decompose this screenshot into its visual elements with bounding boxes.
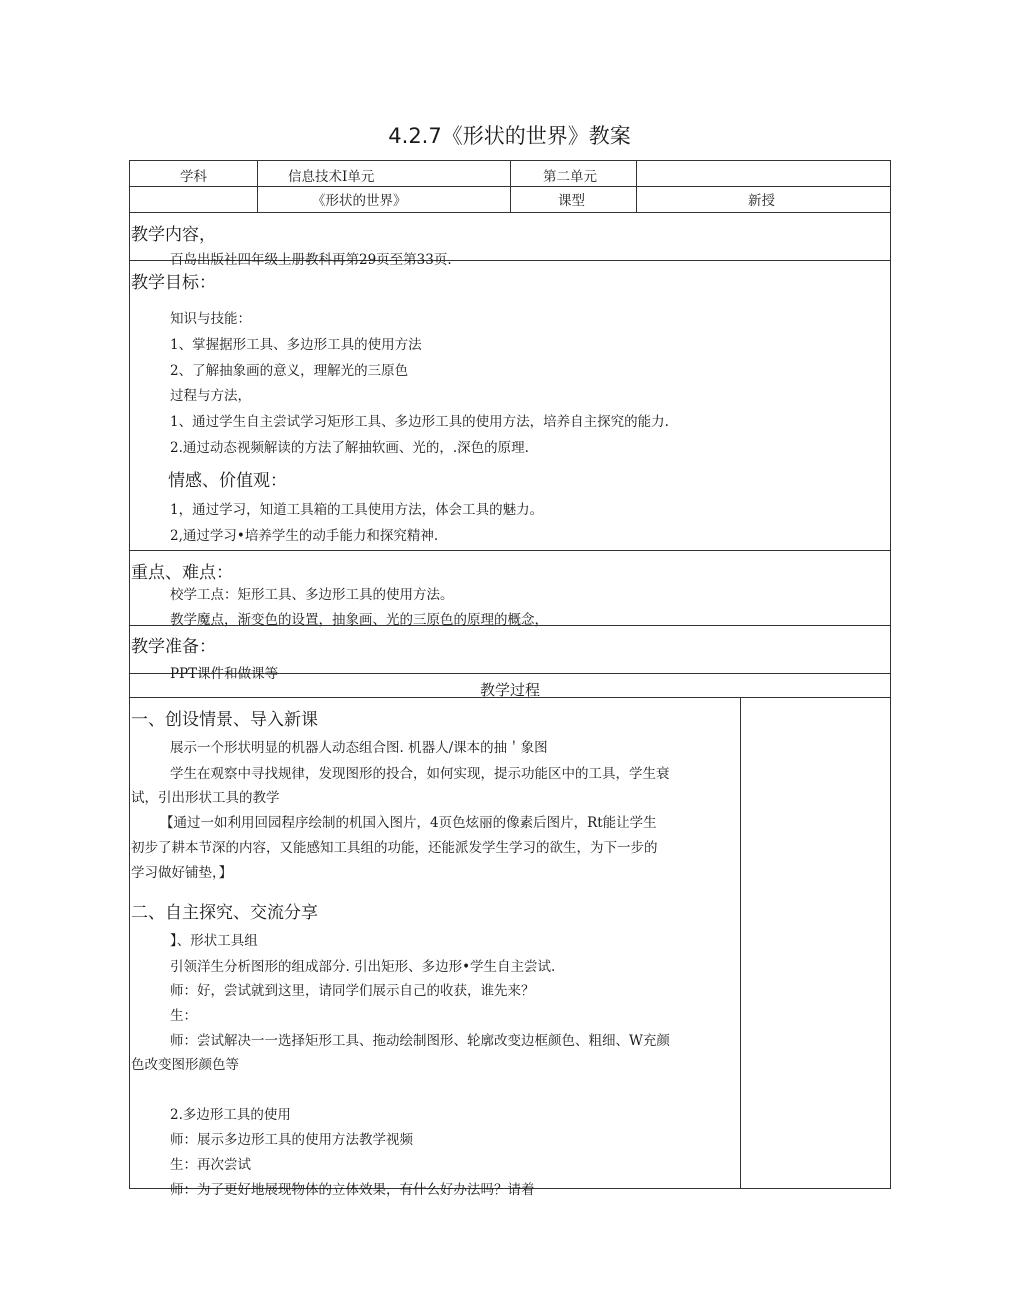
goals-subheading: 情感、价值观：	[168, 471, 287, 491]
table-col-rule	[740, 697, 741, 1188]
goals-line: 过程与方法，	[170, 388, 251, 404]
goals-heading: 教学目标：	[131, 273, 216, 293]
table-rule	[129, 212, 891, 213]
table-rule	[129, 550, 891, 551]
process-line: 2.多边形工具的使用	[170, 1107, 291, 1123]
process-line: 学生在观察中寻找规律，发现图形的投合，如何实现，提示功能区中的工具，学生衰	[170, 766, 670, 782]
table-col-rule	[510, 160, 511, 212]
goals-line: 1、掌握据形工具、多边形工具的使用方法	[170, 337, 422, 353]
unit-value: 第二单元	[543, 169, 597, 185]
content-heading: 教学内容，	[131, 225, 216, 245]
goals-line: 1，通过学习，知道工具箱的工具使用方法，体会工具的魅力。	[170, 502, 544, 518]
process-line: 试，引出形状工具的教学	[131, 790, 280, 806]
process-line: 师：好，尝试就到这里，请同学们展示自己的收获，谁先来？	[170, 983, 535, 999]
process-line: 引领洋生分析图形的组成部分. 引出矩形、多边形•学生自主尝试.	[170, 959, 556, 975]
process-line: 【通过一如利用回园程序绘制的机国入图片，4页色炫丽的像素后图片，Rt能让学生	[160, 815, 657, 831]
goals-line: 知识与技能：	[170, 311, 251, 327]
subject-label: 学科	[180, 169, 207, 185]
table-col-rule	[257, 160, 258, 212]
goals-line: 2.通过动态视频解读的方法了解抽软画、光的，.深色的原理.	[170, 440, 529, 456]
process-line: 生：再次尝试	[170, 1157, 251, 1173]
process-line: 色改变图形颜色等	[131, 1057, 239, 1073]
process-line: 学习做好铺垫，】	[131, 865, 233, 881]
process-line: 师：尝试解决一一选择矩形工具、拖动绘制图形、轮廓改变边框颜色、粗细、W充颜	[170, 1033, 670, 1049]
process-line: 生：	[170, 1008, 197, 1024]
process-line: 初步了耕本节深的内容，又能感知工具组的功能，还能派发学生学习的欲生，为下一步的	[131, 840, 658, 856]
process-heading: 教学过程	[479, 681, 540, 699]
goals-line: 1、通过学生自主尝试学习矩形工具、多边形工具的使用方法，培养自主探究的能力.	[170, 414, 669, 430]
section2-heading: 二、自主探究、交流分享	[131, 903, 318, 923]
section1-heading: 一、创设情景、导入新课	[131, 710, 318, 730]
process-line: 师：展示多边形工具的使用方法教学视频	[170, 1132, 413, 1148]
process-line: 展示一个形状明显的机器人动态组合图. 机器人/课本的抽＇象图	[170, 740, 548, 756]
prep-line: PPT课件和做课等	[170, 666, 279, 682]
goals-line: 2,通过学习•培养学生的动手能力和探究精神.	[170, 528, 439, 544]
type-label: 课型	[558, 193, 585, 209]
page-title: 4.2.7《形状的世界》教案	[388, 124, 631, 148]
type-value: 新授	[748, 193, 775, 209]
process-line: 】、形状工具组	[170, 933, 258, 949]
process-line: 师：为了更好地展现物体的立体效果，有什么好办法吗？请着	[170, 1182, 535, 1198]
process-clip	[130, 1176, 739, 1198]
key-clip	[130, 605, 890, 628]
table-col-rule	[636, 160, 637, 212]
content-clip	[130, 244, 890, 268]
process-heading-clip	[130, 674, 890, 699]
key-heading: 重点、难点：	[131, 563, 233, 583]
content-line: 百岛出版社四年级上册教科再第29页至第33页.	[170, 252, 452, 268]
table-border-right	[890, 160, 891, 1189]
prep-clip	[130, 659, 890, 682]
key-line: 校学工点：矩形工具、多边形工具的使用方法。	[170, 587, 454, 603]
key-line: 教学魔点，渐变色的设置，抽象画、光的三原色的原理的概念，	[170, 612, 548, 628]
goals-line: 2、了解抽象画的意义，理解光的三原色	[170, 363, 409, 379]
lesson-value: 《形状的世界》	[312, 193, 407, 209]
prep-heading: 教学准备：	[131, 637, 216, 657]
subject-value: 信息技术I单元	[288, 169, 375, 185]
